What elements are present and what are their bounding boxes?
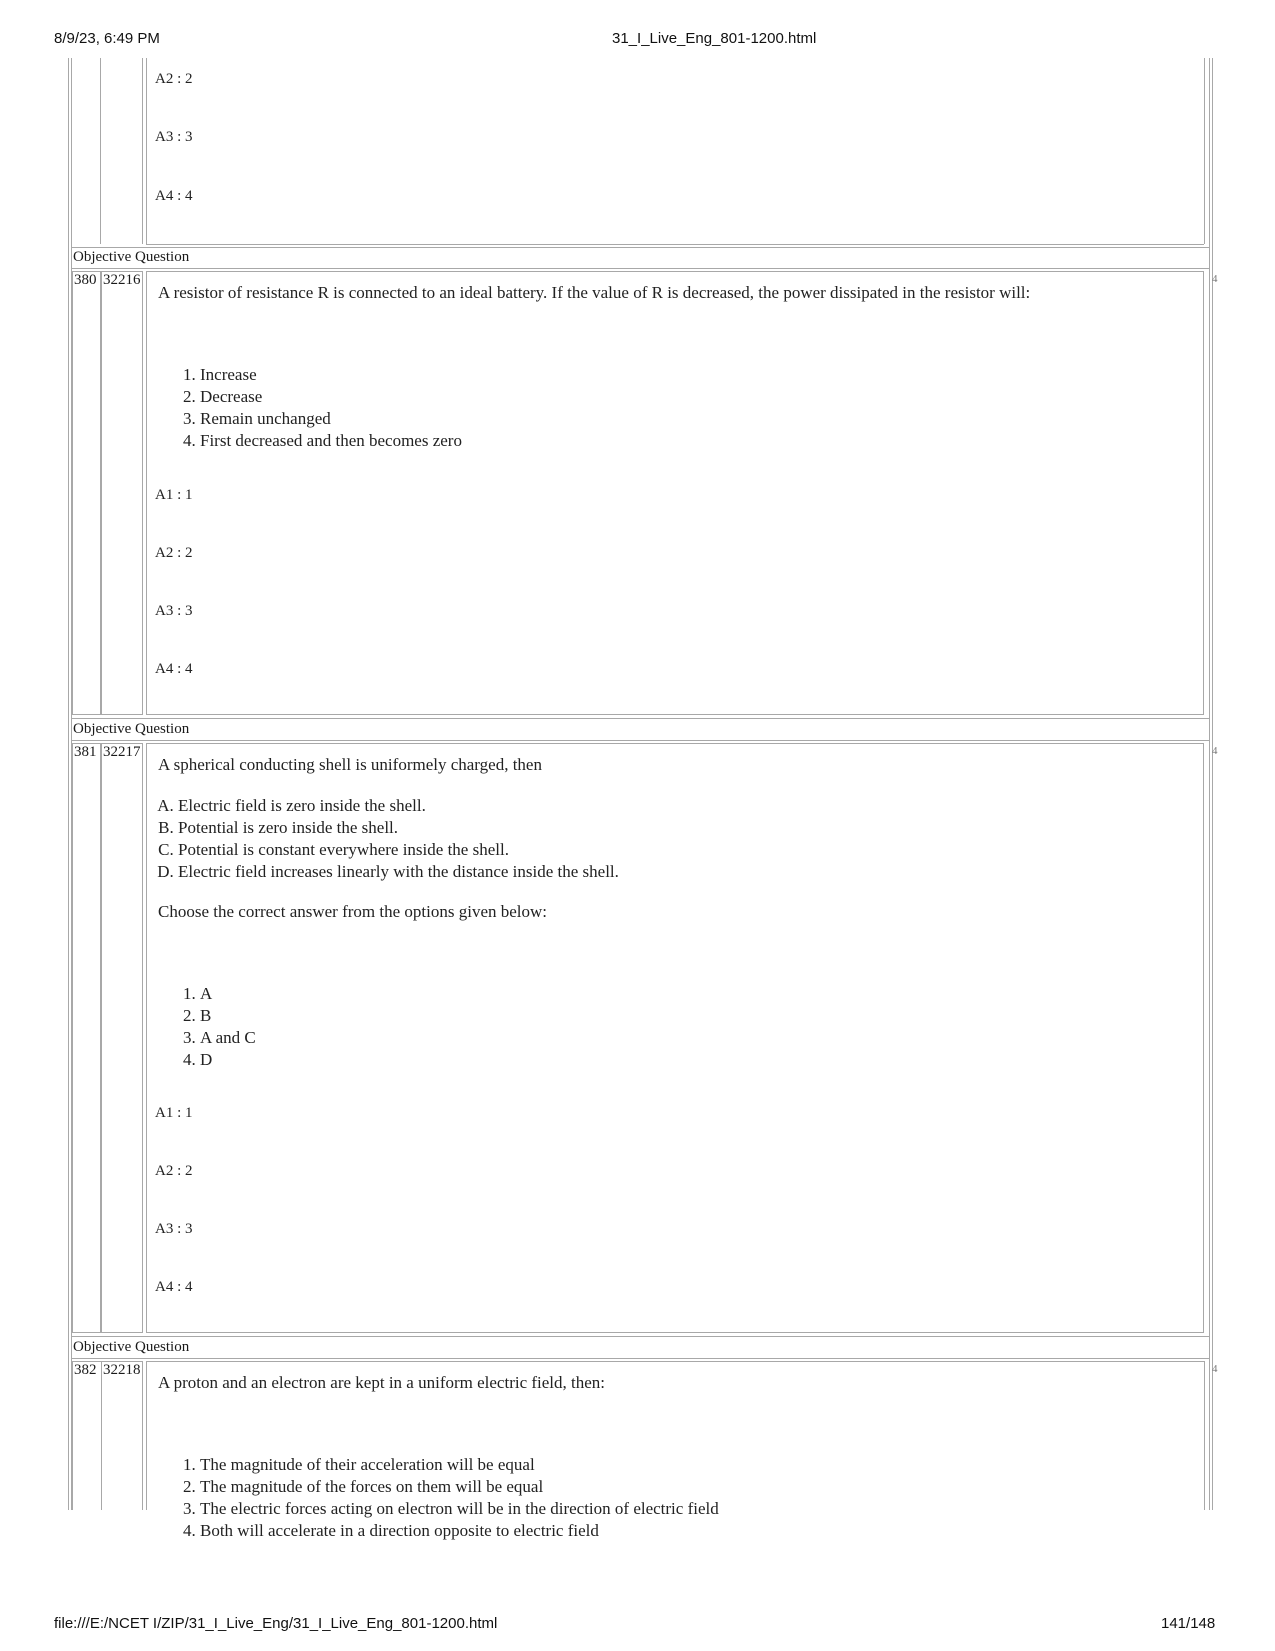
section-label: Objective Question — [73, 721, 190, 737]
option-item: 1. A — [200, 983, 256, 1005]
print-datetime: 8/9/23, 6:49 PM — [54, 30, 160, 47]
option-item: 3. A and C — [200, 1027, 256, 1049]
table-border-left — [68, 58, 69, 1510]
options-list — [158, 364, 462, 452]
question-body-cell — [146, 271, 1204, 715]
question-serial: 380 — [74, 272, 97, 288]
corner-mark: 4 — [1212, 273, 1218, 285]
answer-line: A4 : 4 — [155, 1279, 193, 1295]
id-cell — [101, 743, 143, 1333]
answer-line: A3 : 3 — [155, 603, 193, 619]
option-item: 4. D — [200, 1049, 256, 1071]
question-text: A resistor of resistance R is connected to an ideal battery. If the value of R is decreased, the power dissipated in the resistor will: — [158, 283, 1031, 302]
serial-cell — [72, 271, 101, 715]
print-title: 31_I_Live_Eng_801-1200.html — [612, 30, 817, 47]
question-instruction: Choose the correct answer from the options given below: — [158, 902, 548, 921]
id-cell — [101, 271, 143, 715]
option-item: 4. Both will accelerate in a direction opposite to electric field — [200, 1520, 719, 1542]
options-list — [158, 1454, 719, 1542]
option-item: 3. The electric forces acting on electron will be in the direction of electric field — [200, 1498, 719, 1520]
question-text: A proton and an electron are kept in a uniform electric field, then: — [158, 1373, 606, 1392]
statement-item: B. Potential is zero inside the shell. — [178, 817, 619, 839]
options-list — [158, 983, 256, 1071]
option-item: 4. First decreased and then becomes zero — [200, 430, 462, 452]
corner-mark: 4 — [1212, 745, 1218, 757]
question-id: 32218 — [103, 1362, 141, 1378]
option-item: 1. Increase — [200, 364, 462, 386]
statement-item: C. Potential is constant everywhere inside the shell. — [178, 839, 619, 861]
answer-line: A2 : 2 — [155, 1163, 193, 1179]
statements-list — [158, 795, 619, 883]
print-file-path: file:///E:/NCET I/ZIP/31_I_Live_Eng/31_I_Live_Eng_801-1200.html — [54, 1615, 498, 1632]
option-item: 2. B — [200, 1005, 256, 1027]
question-serial: 381 — [74, 744, 97, 760]
statement-item: A. Electric field is zero inside the shell. — [178, 795, 619, 817]
option-item: 3. Remain unchanged — [200, 408, 462, 430]
option-item: 2. The magnitude of the forces on them will be equal — [200, 1476, 719, 1498]
statement-item: D. Electric field increases linearly with the distance inside the shell. — [178, 861, 619, 883]
answer-line: A1 : 1 — [155, 487, 193, 503]
answer-line: A2 : 2 — [155, 545, 193, 561]
print-page-number: 141/148 — [1161, 1615, 1216, 1632]
answer-line: A3 : 3 — [155, 1221, 193, 1237]
answer-line: A4 : 4 — [155, 188, 193, 204]
answer-line: A4 : 4 — [155, 661, 193, 677]
section-label: Objective Question — [73, 249, 190, 265]
answer-line: A2 : 2 — [155, 71, 193, 87]
option-item: 1. The magnitude of their acceleration will be equal — [200, 1454, 719, 1476]
section-label: Objective Question — [73, 1339, 190, 1355]
corner-mark: 4 — [1212, 1363, 1218, 1375]
serial-cell — [72, 743, 101, 1333]
answer-line: A3 : 3 — [155, 129, 193, 145]
question-id: 32216 — [103, 272, 141, 288]
table-border-right-inner — [1209, 58, 1210, 1510]
question-text: A spherical conducting shell is uniformely charged, then — [158, 755, 542, 774]
question-serial: 382 — [74, 1362, 97, 1378]
option-item: 2. Decrease — [200, 386, 462, 408]
question-id: 32217 — [103, 744, 141, 760]
answer-line: A1 : 1 — [155, 1105, 193, 1121]
